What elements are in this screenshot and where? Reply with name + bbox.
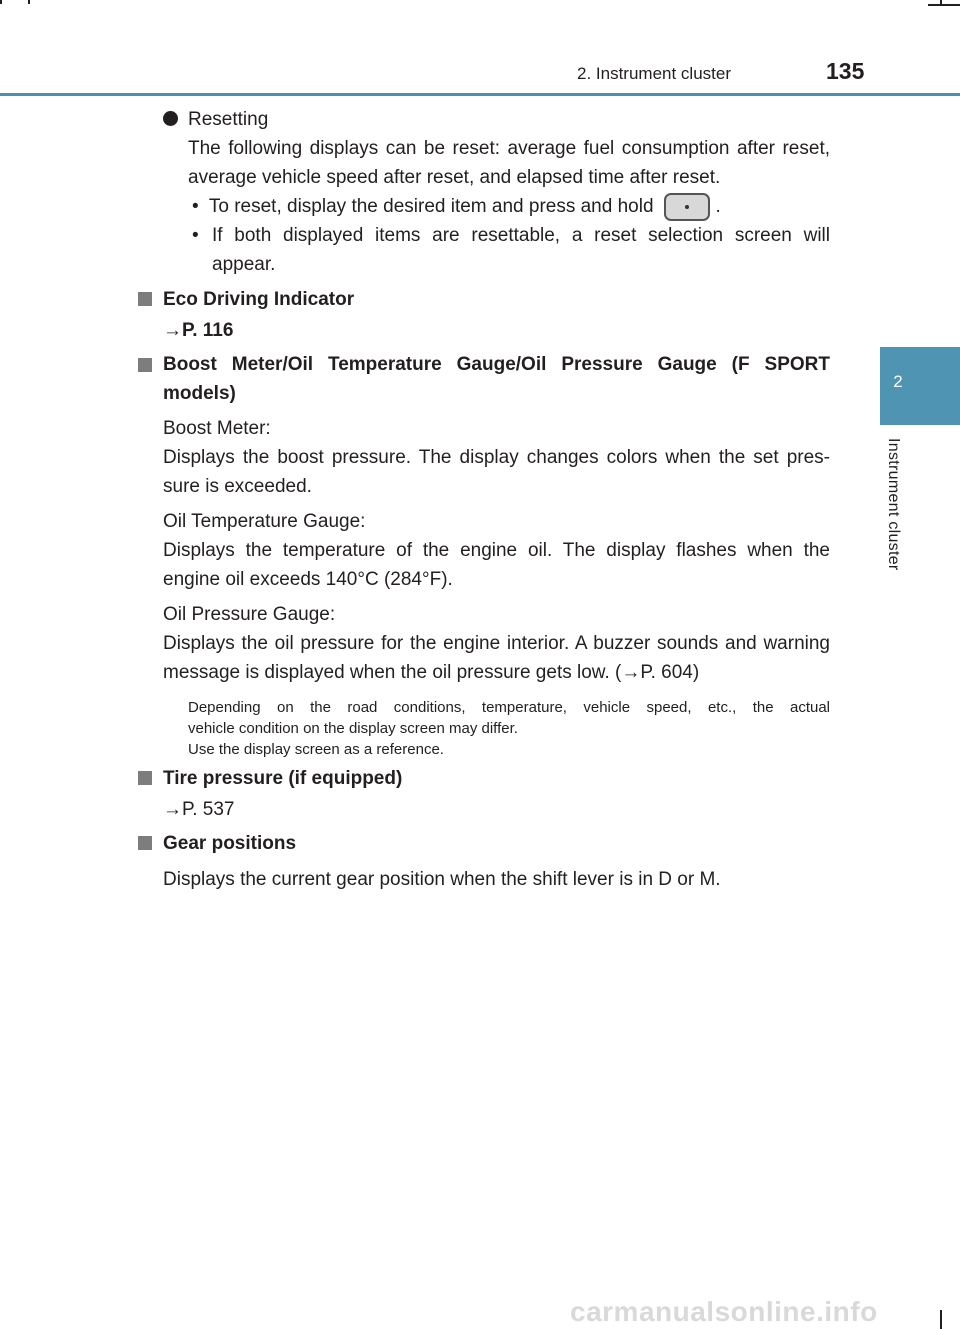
oil-pressure-text: Displays the oil pressure for the engine interior. A buzzer sounds and warning <box>163 633 830 654</box>
section-square-icon <box>138 292 152 306</box>
section-heading-eco: Eco Driving Indicator <box>163 289 355 310</box>
note-text: Depending on the road conditions, temperature, vehicle speed, etc., the actual <box>188 699 830 716</box>
resetting-title: Resetting <box>188 109 269 130</box>
boost-meter-text: Displays the boost pressure. The display changes colors when the set pres- <box>163 447 830 468</box>
section-heading-boost: Boost Meter/Oil Temperature Gauge/Oil Pressure Gauge (F SPORT <box>163 354 830 375</box>
crop-mark <box>928 4 960 6</box>
page-reference-link[interactable]: →P. 537 <box>163 799 235 820</box>
oil-temp-text-cont: engine oil exceeds 140°C (284°F). <box>163 569 453 590</box>
header-divider <box>0 93 960 96</box>
section-heading-gear: Gear positions <box>163 833 297 854</box>
resetting-line: The following displays can be reset: average fuel consumption after reset, <box>188 138 830 159</box>
crop-mark <box>0 0 2 4</box>
note-text: vehicle condition on the display screen may differ. <box>188 720 518 737</box>
oil-pressure-label: Oil Pressure Gauge: <box>163 604 336 625</box>
header-section-title: 2. Instrument cluster <box>577 64 732 83</box>
page-reference-link[interactable]: →P. 116 <box>163 320 234 341</box>
gear-positions-text: Displays the current gear position when the shift lever is in D or M. <box>163 869 721 890</box>
bullet-text: To reset, display the desired item and press and hold <box>208 196 654 217</box>
chapter-number: 2 <box>893 372 903 391</box>
section-square-icon <box>138 836 152 850</box>
resetting-bullet-1 <box>192 192 721 221</box>
crop-mark <box>940 1310 942 1329</box>
section-heading-tire: Tire pressure (if equipped) <box>163 768 403 789</box>
note-text: Use the display screen as a reference. <box>188 741 444 758</box>
chapter-tab <box>880 347 960 425</box>
small-bullet-dot: • <box>192 196 199 217</box>
oil-temp-text: Displays the temperature of the engine oil. The display flashes when the <box>163 540 830 561</box>
crop-mark <box>28 0 30 4</box>
chapter-label: Instrument cluster <box>885 438 902 571</box>
resetting-bullet-2: If both displayed items are resettable, a reset selection screen will <box>212 225 830 246</box>
section-heading-boost-cont: models) <box>163 383 236 404</box>
oil-temp-label: Oil Temperature Gauge: <box>163 511 366 532</box>
small-bullet-dot: • <box>192 225 199 246</box>
resetting-line: average vehicle speed after reset, and elapsed time after reset. <box>188 167 721 188</box>
filled-circle-bullet-icon <box>163 111 178 126</box>
oil-pressure-text-cont: message is displayed when the oil pressure gets low. (→P. 604) <box>163 662 700 683</box>
bullet-text-end: . <box>715 196 721 217</box>
page-number: 135 <box>826 58 865 84</box>
section-square-icon <box>138 358 152 372</box>
resetting-bullet-2-cont: appear. <box>212 254 276 275</box>
section-square-icon <box>138 771 152 785</box>
boost-meter-label: Boost Meter: <box>163 418 271 439</box>
boost-meter-text-cont: sure is exceeded. <box>163 476 312 497</box>
watermark: carmanualsonline.info <box>570 1296 878 1327</box>
meter-control-switch-icon <box>664 193 710 221</box>
